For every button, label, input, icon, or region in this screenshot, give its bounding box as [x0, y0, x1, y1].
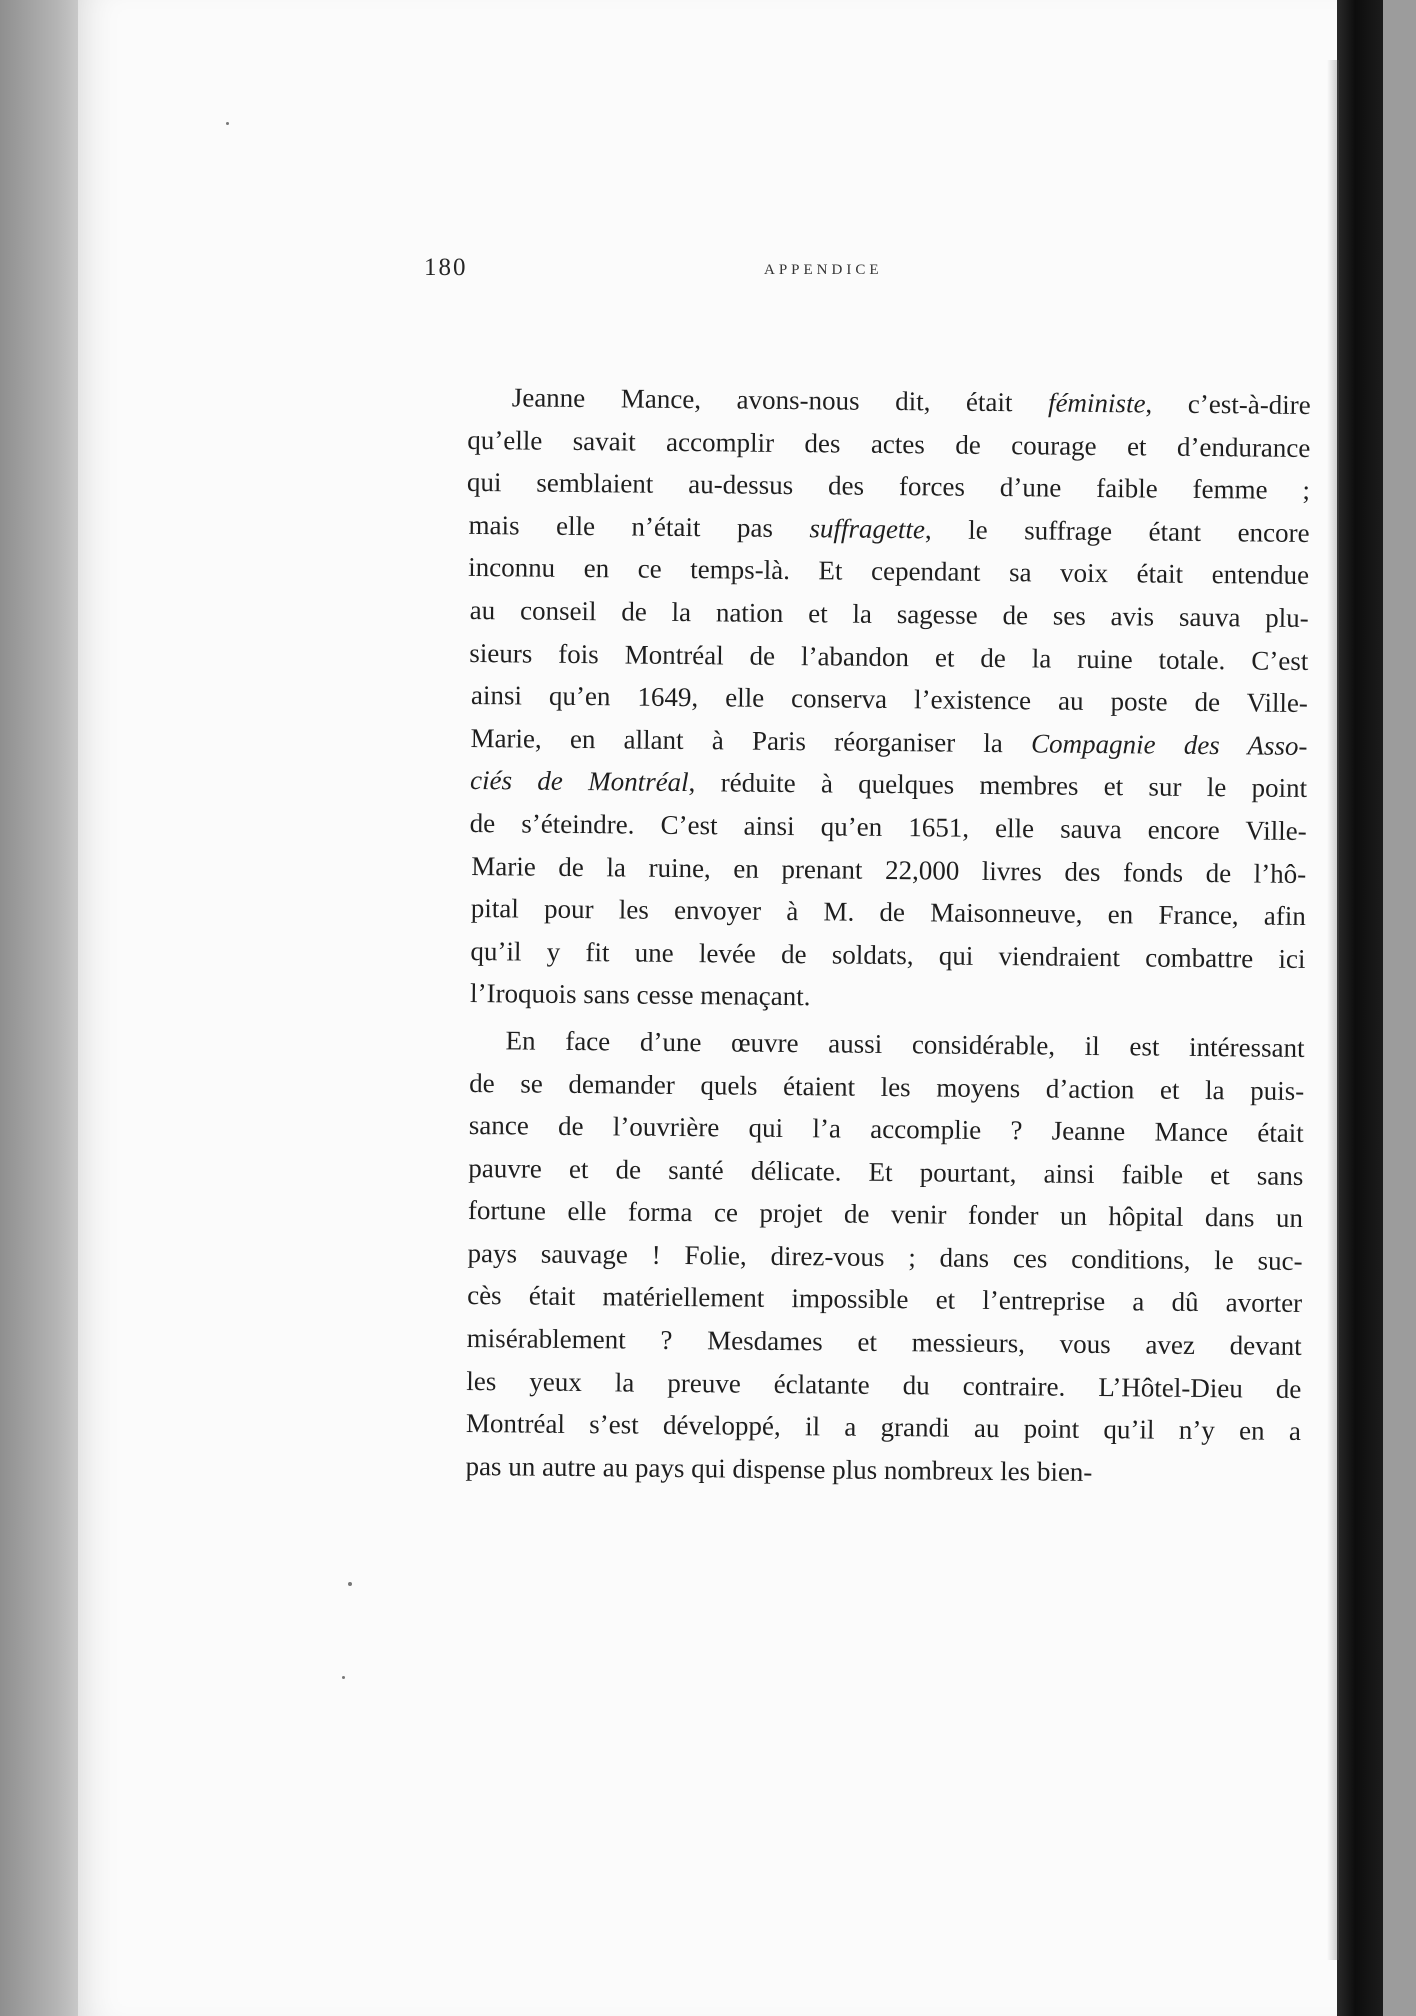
italic-text: Compagnie des Asso-	[1030, 728, 1308, 761]
text-run: pas un autre au pays qui dispense plus nombreux les bien-	[465, 1450, 1093, 1487]
text-run: de s’éteindre. C’est ainsi qu’en 1651, elle sauva encore Ville-	[469, 807, 1307, 846]
text-line	[471, 674, 1308, 725]
scan-speck	[342, 1676, 345, 1679]
text-line	[470, 589, 1309, 640]
page-header	[78, 254, 1383, 294]
text-run: mais elle n’était pas	[468, 509, 810, 543]
text-line	[469, 1019, 1304, 1070]
running-head: APPENDICE	[764, 262, 883, 278]
text-run: misérablement ? Mesdames et messieurs, vous avez devant	[466, 1323, 1302, 1362]
text-run: qu’elle savait accomplir des actes de courage et d’endurance	[467, 424, 1311, 463]
text-line	[470, 972, 1305, 1023]
text-run: , réduite à quelques membres et sur le point	[688, 767, 1308, 804]
book-page	[78, 0, 1383, 2016]
text-run: Jeanne Mance, avons-nous dit, était	[511, 382, 1049, 418]
text-run: sance de l’ouvrière qui l’a accomplie ? Jeanne Mance était	[468, 1110, 1304, 1149]
paragraph	[465, 1019, 1304, 1496]
text-line	[476, 376, 1311, 427]
text-run: En face d’une œuvre aussi considérable, il est intéressant	[505, 1025, 1305, 1063]
text-line	[467, 1317, 1302, 1368]
body-text	[465, 376, 1311, 1495]
text-run: sieurs fois Montréal de l’abandon et de la ruine totale. C’est	[469, 637, 1309, 676]
text-run: Marie, en allant à Paris réorganiser la	[470, 722, 1032, 759]
text-run: , c’est-à-dire	[1145, 388, 1311, 421]
text-run: Marie de la ruine, en prenant 22,000 livres des fonds de l’hô-	[471, 850, 1307, 889]
text-run: ainsi qu’en 1649, elle conserva l’existence au poste de Ville-	[470, 680, 1309, 719]
italic-text: ciés de Montréal	[469, 765, 689, 798]
scan-speck	[348, 1582, 352, 1586]
book-binding-edge	[1337, 0, 1383, 2016]
italic-text: suffragette	[809, 512, 926, 545]
text-run: pays sauvage ! Folie, direz-vous ; dans ces conditions, le suc-	[467, 1237, 1303, 1276]
text-line	[469, 1104, 1304, 1155]
text-run: fortune elle forma ce projet de venir fonder un hôpital dans un	[467, 1195, 1304, 1234]
text-run: pital pour les envoyer à M. de Maisonneuve, en France, afin	[470, 893, 1306, 932]
page-number: 180	[424, 254, 468, 281]
text-run: pauvre et de santé délicate. Et pourtant, ainsi faible et sans	[468, 1152, 1304, 1191]
italic-text: féministe	[1047, 387, 1146, 419]
text-line	[471, 887, 1306, 938]
text-line	[470, 802, 1307, 853]
text-run: les yeux la preuve éclatante du contraire. L’Hôtel-Dieu de	[466, 1365, 1302, 1404]
text-run: qui semblaient au-dessus des forces d’une faible femme ;	[466, 467, 1311, 506]
text-run: qu’il y fit une levée de soldats, qui viendraient combattre ici	[470, 935, 1306, 974]
text-line	[465, 1445, 1300, 1496]
text-run: Montréal s’est développé, il a grandi au point qu’il n’y en a	[465, 1408, 1302, 1447]
text-run: au conseil de la nation et la sagesse de ses avis sauva plu-	[469, 594, 1309, 633]
text-run: l’Iroquois sans cesse menaçant.	[469, 978, 811, 1012]
paragraph	[466, 376, 1311, 1023]
scan-speck	[226, 122, 229, 125]
text-run: inconnu en ce temps-là. Et cependant sa voix était entendue	[468, 552, 1310, 591]
text-run: de se demander quels étaient les moyens d’action et la puis-	[469, 1067, 1305, 1106]
text-run: cès était matériellement impossible et l’entreprise a dû avorter	[467, 1280, 1303, 1319]
text-run: , le suffrage étant encore	[924, 514, 1310, 548]
